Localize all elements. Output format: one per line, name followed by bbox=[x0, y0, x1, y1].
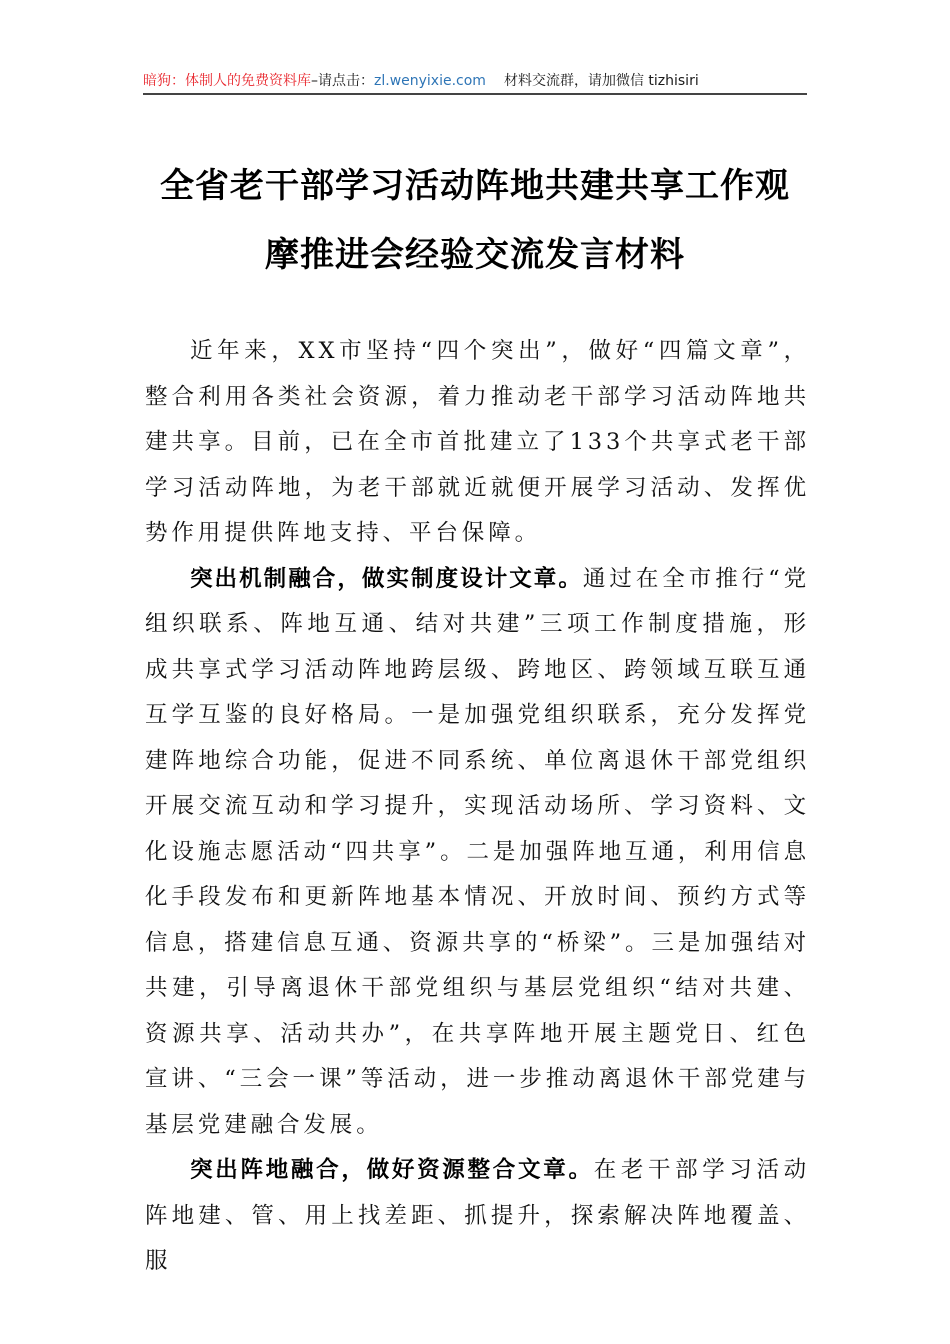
document-title-line-2: 摩推进会经验交流发言材料 bbox=[265, 235, 685, 275]
header-website-link[interactable]: zl.wenyixie.com bbox=[374, 73, 486, 89]
paragraph-text: 近年来，XX市坚持“四个突出”，做好“四篇文章”，整合利用各类社会资源，着力推动老干部学习活动阵地共建共享。目前，已在全市首批建立了133个共享式老干部学习活动阵地，为老干部就近就便开展学习活动、发挥优势作用提供阵地支持、平台保障。 bbox=[145, 338, 810, 546]
paragraph-text: 通过在全市推行“党组织联系、阵地互通、结对共建”三项工作制度措施，形成共享式学习活动阵地跨层级、跨地区、跨领域互联互通互学互鉴的良好格局。一是加强党组织联系，充分发挥党建阵地综合功能，促进不同系统、单位离退休干部党组织开展交流互动和学习提升，实现活动场所、学习资料、文化设施志愿活动“四共享”。二是加强阵地互通，利用信息化手段发布和更新阵地基本情况、开放时间、预约方式等信息，搭建信息互通、资源共享的“桥梁”。三是加强结对共建，引导离退休干部党组织与基层党组织“结对共建、资源共享、活动共办”，在共享阵地开展主题党日、红色宣讲、“三会一课”等活动，进一步推动离退休干部党建与基层党建融合发展。 bbox=[145, 565, 810, 1138]
header-divider bbox=[143, 93, 807, 95]
paragraph-text: 在老干部学习活动阵地建、管、用上找差距、抓提升，探索解决阵地覆盖、服 bbox=[145, 1157, 810, 1274]
watermark-header bbox=[143, 70, 807, 92]
header-brand-text: 暗狗：体制人的免费资料库 bbox=[143, 73, 311, 89]
header-wechat-text: 材料交流群，请加微信 tizhisiri bbox=[503, 73, 699, 89]
paragraph-intro bbox=[145, 329, 810, 557]
paragraph-lead: 突出阵地融合，做好资源整合文章。 bbox=[190, 1157, 594, 1183]
paragraph-lead: 突出机制融合，做实制度设计文章。 bbox=[190, 565, 583, 592]
paragraph-resources bbox=[145, 1148, 810, 1285]
header-prompt-text: –请点击： bbox=[311, 73, 374, 89]
paragraph-mechanism bbox=[145, 557, 810, 1149]
document-body bbox=[145, 329, 810, 1285]
document-title-line-1: 全省老干部学习活动阵地共建共享工作观 bbox=[160, 166, 790, 206]
